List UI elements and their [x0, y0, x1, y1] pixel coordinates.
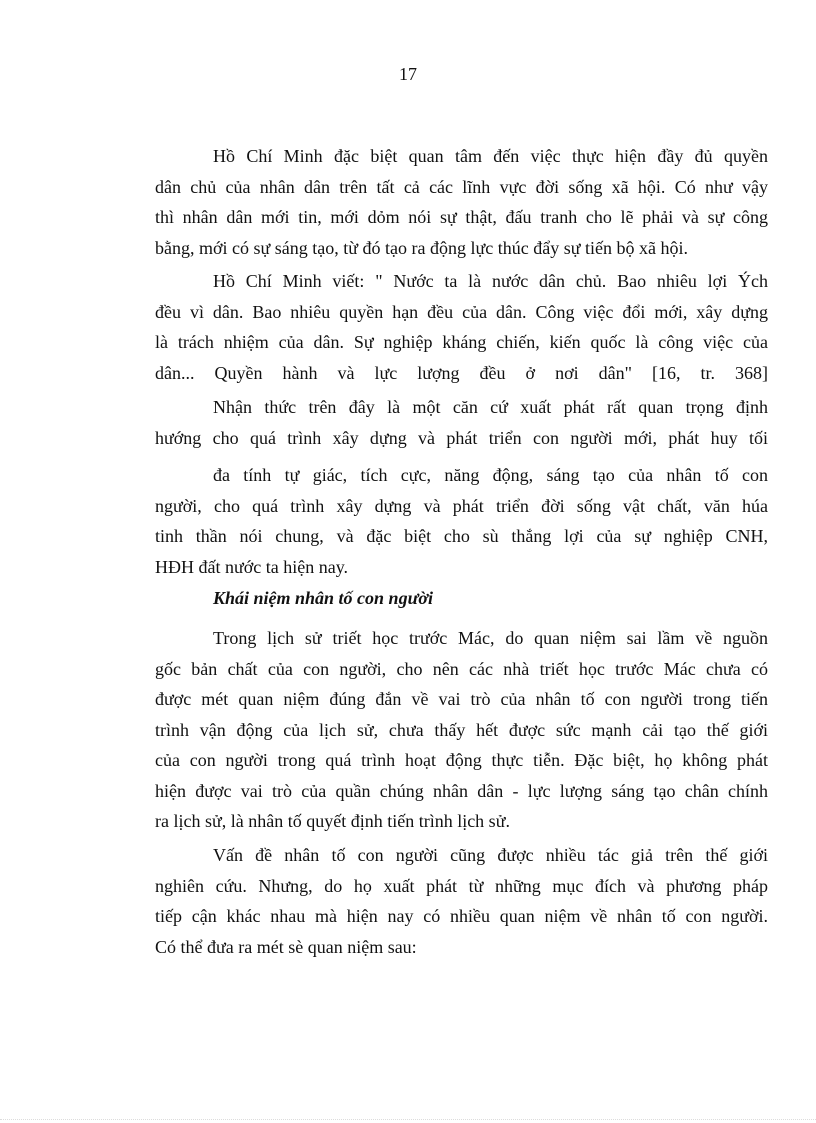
- text-line: người, cho quá trình xây dựng và phát triển đời sống vật chất, văn húa: [155, 495, 768, 516]
- text-line: ra lịch sử, là nhân tố quyết định tiến trình lịch sử.: [155, 811, 510, 831]
- text-line: Nhận thức trên đây là một căn cứ xuất phát rất quan trọng định: [213, 397, 768, 417]
- paragraph-5: [155, 623, 768, 837]
- text-line: Vấn đề nhân tố con người cũng được nhiều tác giả trên thế giới: [213, 845, 768, 865]
- text-line: là trách nhiệm của dân. Sự nghiệp kháng chiến, kiến quốc là công việc của: [155, 332, 768, 352]
- text-line: Hồ Chí Minh đặc biệt quan tâm đến việc thực hiện đầy đủ quyền: [213, 146, 768, 166]
- text-line: đều vì dân. Bao nhiêu quyền hạn đều của dân. Công việc đổi mới, xây dựng: [155, 301, 768, 322]
- text-line: dân chủ của nhân dân trên tất cả các lĩnh vực đời sống xã hội. Có như vậy: [155, 176, 768, 197]
- text-line: Hồ Chí Minh viết: " Nước ta là nước dân chủ. Bao nhiêu lợi Ých: [213, 271, 768, 291]
- text-line: dân... Quyền hành và lực lượng đều ở nơi dân" [16, tr. 368]: [155, 362, 768, 383]
- text-line: bằng, mới có sự sáng tạo, từ đó tạo ra động lực thúc đẩy sự tiến bộ xã hội.: [155, 237, 688, 258]
- paragraph-6: [155, 840, 768, 962]
- text-line: nghiên cứu. Nhưng, do họ xuất phát từ những mục đích và phương pháp: [155, 875, 768, 896]
- text-line: HĐH đất nước ta hiện nay.: [155, 556, 349, 577]
- text-line: gốc bản chất của con người, cho nên các nhà triết học trước Mác chưa có: [155, 658, 768, 679]
- text-line: trình vận động của lịch sử, chưa thấy hết được sức mạnh cải tạo thế giới: [155, 719, 768, 740]
- section-heading: Khái niệm nhân tố con người: [213, 588, 434, 608]
- paragraph-1: [155, 141, 768, 263]
- text-line: hướng cho quá trình xây dựng và phát triển con người mới, phát huy tối: [155, 427, 768, 448]
- text-line: tinh thần nói chung, và đặc biệt cho sù thắng lợi của sự nghiệp CNH,: [155, 526, 768, 546]
- text-line: của con người trong quá trình hoạt động thực tiễn. Đặc biệt, họ không phát: [155, 750, 768, 770]
- paragraph-4: [155, 460, 768, 582]
- page-number: 17: [399, 64, 417, 84]
- text-line: Trong lịch sử triết học trước Mác, do quan niệm sai lầm về nguồn: [213, 628, 768, 648]
- text-line: đa tính tự giác, tích cực, năng động, sáng tạo của nhân tố con: [213, 465, 768, 485]
- text-line: hiện được vai trò của quần chúng nhân dân - lực lượng sáng tạo chân chính: [155, 780, 768, 801]
- text-line: Có thể đưa ra mét sè quan niệm sau:: [155, 936, 417, 957]
- text-line: thì nhân dân mới tin, mới dỏm nói sự thật, đấu tranh cho lẽ phải và sự công: [155, 207, 768, 227]
- paragraph-3: [155, 392, 768, 453]
- text-line: được mét quan niệm đúng đắn về vai trò của nhân tố con người trong tiến: [155, 689, 768, 709]
- paragraph-2: [155, 266, 768, 388]
- footer-divider: [0, 1119, 816, 1120]
- text-line: tiếp cận khác nhau mà hiện nay có nhiều quan niệm về nhân tố con người.: [155, 906, 768, 926]
